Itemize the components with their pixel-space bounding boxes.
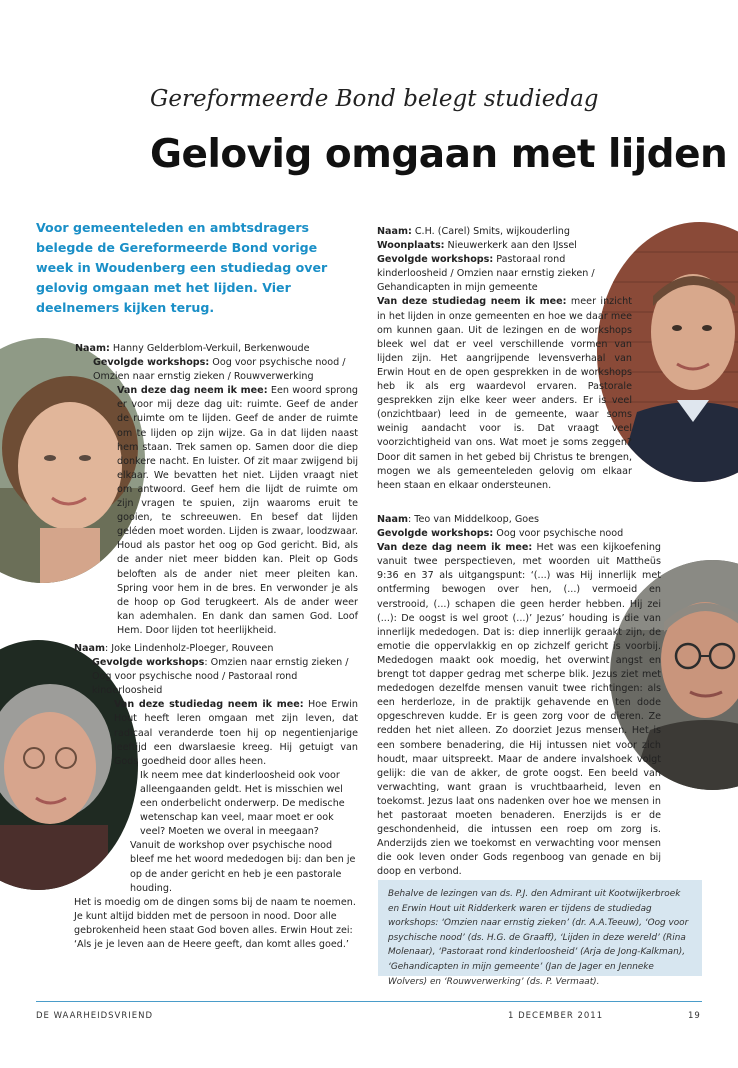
article-headline: Gelovig omgaan met lijden — [150, 132, 728, 177]
name: Hanny Gelderblom-Verkuil, Berkenwoude — [109, 343, 310, 354]
label: Van deze studiedag neem ik mee: — [377, 296, 567, 308]
footer-publication: DE WAARHEIDSVRIEND — [36, 1011, 154, 1021]
label: Naam — [74, 643, 105, 654]
name: : Teo van Middelkoop, Goes — [407, 514, 540, 525]
workshops: Oog voor psychische nood / Omzien naar ernstig zieken / Rouwverwerking — [93, 357, 346, 383]
name: : Joke Lindenholz-Ploeger, Rouveen — [104, 643, 274, 654]
footer-date: 1 DECEMBER 2011 — [508, 1011, 604, 1021]
name: C.H. (Carel) Smits, wijkouderling — [411, 226, 570, 237]
takeaway-paragraph: Vanuit de workshop over psychische nood bleef me het woord mededogen bij: dan ben je op de ander gericht en heb je een pastorale houding. — [130, 840, 356, 894]
bio-joke — [74, 642, 358, 952]
label: Gevolgde workshops: — [93, 357, 210, 369]
takeaway: Hoe Erwin Hout heeft leren omgaan met zijn leven, dat radicaal veranderde toen hij op negentienjarige leeftijd een dwarslaesie kreeg. Hij getuigt van Gods goedheid door alles heen. — [114, 699, 358, 767]
label: Van deze studiedag neem ik mee: — [114, 699, 304, 711]
workshops: Oog voor psychische nood — [493, 528, 624, 540]
label: Van deze dag neem ik mee: — [117, 385, 268, 397]
label: Gevolgde workshops — [92, 657, 205, 669]
label: Woonplaats: — [377, 240, 445, 252]
footer-divider — [36, 1001, 702, 1002]
label: Naam: — [75, 343, 110, 354]
label: Van deze dag neem ik mee: — [377, 542, 533, 554]
takeaway-paragraph: Het is moedig om de dingen soms bij de naam te noemen. Je kunt altijd bidden met de persoon in nood. Door alle gebrokenheid heen staat God boven alles. Erwin Hout zei: ‘Als je je leven aan de Heere geeft, dan komt alles goed.’ — [74, 896, 356, 950]
workshops-infobox — [378, 880, 702, 987]
workshops: Pastoraal rond kinderloosheid / Omzien naar ernstig zieken / Gehandicapten in mijn gemeente — [377, 254, 595, 294]
bio-carel — [377, 225, 632, 493]
article-intro: Voor gemeenteleden en ambtsdragers belegde de Gereformeerde Bond vorige week in Woudenberg een studiedag over gelovig omgaan met het lijden. Vier deelnemers kijken terug. — [36, 220, 328, 315]
takeaway: meer inzicht in het lijden in onze gemeenten en hoe we daar mee om kunnen gaan. Uit de lezingen en de workshops bleek wel dat er veel verschillende vormen van lijden zijn. Het aangrijpende levensverhaal van Erwin Hout en de open gesprekken in de workshops heb ik als erg waardevol ervaren. Pastorale gesprekken zijn elke keer weer anders. Er is veel (onzichtbaar) leed in de gemeente, waar soms weinig aandacht voor is. Dat vraagt veel voorzichtigheid van ons. Wat moet je soms zeggen? Door dit samen in het gebed bij Christus te brengen, mogen we als gemeenteleden gelovig om elkaar heen staan en elkaar ondersteunen. — [377, 296, 632, 491]
place: Nieuwerkerk aan den IJssel — [444, 240, 577, 252]
takeaway: Een woord sprong er voor mij deze dag uit: ruimte. Geef de ander de ruimte om te lijden. Geef de ander de ruimte om te lijden op zijn wijze. Ga in dat lijden naast hem staan. Trek samen op. Samen door die diep donkere nacht. En luister. Of zit maar zwijgend bij elkaar. We bevatten het niet. Lijden vraagt niet om antwoord. Geef hem die lijdt de ruimte om zijn vragen te spuien, zijn waaroms eruit te gooien, te schreeuwen. En besef dat lijden geléden moet worden. Lijden is zwaar, loodzwaar. Houd als pastor het oog op God gericht. Bid, als de ander niet meer bidden kan. Pleit op Gods beloften als de ander niet meer pleiten kan. Spring voor hem in de bres. En verwonder je als de hoop op God terugkeert. Als de ander weer kan ademhalen. En dank dan samen God. Loof Hem. Door lijden tot heerlijkheid. — [117, 385, 358, 636]
infobox-text: Behalve de lezingen van ds. P.J. den Admirant uit Kootwijkerbroek en Erwin Hout uit Ridderkerk waren er tijdens de studiedag workshops: ‘Omzien naar ernstig zieken’ (dr. A.A.Teeuw), ‘Oog voor psychische nood’ (ds. H.G. de Graaff), ‘Lijden in deze wereld’ (Rina Molenaar), ‘Pastoraat rond kinderloosheid’ (Arja de Jong-Kalkman), ‘Gehandicapten in mijn gemeente’ (Jan de Jager en Jenneke Wolvers) en ‘Rouwverwerking’ (ds. P. Vermaat). — [388, 889, 689, 987]
label: Gevolgde workshops: — [377, 254, 494, 266]
takeaway: Het was een kijkoefening vanuit twee perspectieven, met woorden uit Mattheüs 9:36 en 37 als uitgangspunt: ‘(...) was Hij innerlijk met ontferming bewogen over hen, (...) vermoeid en verstrooid, (...) schapen die geen herder hebben. Hij zei (...): De oogst is wel groot (...)’ Jezus’ houding is die van innerlijk mededogen. Dat is: diep innerlijk geraakt zijn, de emotie die oppervlakkig en op zichzelf gericht is voorbij. Mededogen maakt ook moedig, het overwint angst en brengt tot dapper gedrag met scherpe blik. Jezus ziet met mededogen dezelfde mensen vanuit twee richtingen: als een herderloze, in de praktijk gehavende en ten dode opgeschreven kudde. Er is geen zorg voor de dieren. Ze redden het niet alleen. Zo doorziet Jezus mensen. Het is een sombere benadering, die Hij intussen niet voor zich houdt, maar uitspreekt. Maar de andere invalshoek volgt gelijk: die van de akker, de grote oogst. Een beeld van verwachting, want graan is vruchtbaarheid, leven en toekomst. Jezus laat ons nadenken over hoe we mensen in het pastoraat moeten benaderen. Enerzijds is er de geschondenheid, die intussen een roep om zorg is. Anderzijds zien we toekomst en verwachting voor mensen die ook leven onder Gods regenboog van genade en bij doop en verbond. — [377, 542, 661, 878]
takeaway-paragraph: Ik neem mee dat kinderloosheid ook voor alleengaanden geldt. Het is misschien wel een onderbelicht onderwerp. De medische wetenschap kan veel, maar moet er ook veel? Moeten we overal in meegaan? — [140, 769, 345, 838]
bio-hanny — [75, 342, 358, 638]
workshops: : Omzien naar ernstig zieken / Oog voor psychische nood / Pastoraal rond kinderloosheid — [92, 657, 349, 697]
bio-teo — [377, 513, 661, 879]
footer-page-number: 19 — [688, 1011, 701, 1021]
label: Naam: — [377, 226, 412, 237]
article-kicker: Gereformeerde Bond belegt studiedag — [150, 86, 599, 112]
label: Naam — [377, 514, 408, 525]
label: Gevolgde workshops: — [377, 528, 494, 540]
